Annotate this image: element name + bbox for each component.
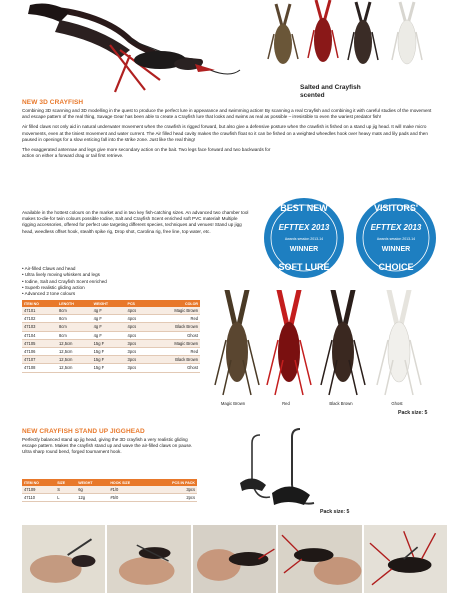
cell: 3pcs [126,347,149,355]
rigging-step-photo [364,525,447,593]
cell: 6g [76,486,108,494]
caption-black-brown: Black Brown [329,401,353,406]
feature-item: • Superb realistic gliding action [22,285,182,291]
cell: 47108 [22,364,57,372]
badge-right-winner: WINNER [381,246,411,253]
table-header-row [22,300,200,307]
crayfish-black-brown-photo [321,290,365,395]
cell: 4pcs [126,307,149,315]
table-row [22,356,200,364]
colour-variant-photos [205,290,435,400]
cell: 47110 [22,494,55,502]
award-badge-visitors-choice [354,196,438,280]
hero-crayfish-red [308,0,338,62]
col-length: LENGTH [57,300,92,307]
crayfish-ghost-photo [377,290,421,395]
cell: 12,5cm [57,347,92,355]
jighead-small [240,435,270,497]
cell: 12g [76,494,108,502]
cell: 47106 [22,347,57,355]
cell: 47101 [22,307,57,315]
badge-left-sub: Awards session 2013-14 [284,237,324,241]
cell: L [55,494,76,502]
col-weight: WEIGHT [76,479,108,486]
caption-ghost: Ghost [391,401,403,406]
rigging-step-photo [278,525,361,593]
table-row [22,323,200,331]
crayfish-section-title: NEW 3D CRAYFISH [22,99,84,106]
cell: Black Brown [149,323,200,331]
table-row [22,486,197,494]
table-header-row [22,479,197,486]
crayfish-paragraph-2: Air filled claws not only aid in natural underwater movement when the crawfish is rigged forward, but also give a defensive posture when the crawfish is fished on a stand up jig head. It will make micro movements, even at the tiniest movement and water current. The Air filled head cavity makes the crawfish float so it can be fished on a weighted wheedles hook over heavy mats and lily pads and then paused in openings for a slow enticing fall into the strike zone. Just like the real thing! [22,124,428,142]
jighead-description: Perfectly balanced stand up jig head, giving the 3D crayfish a very realistic gliding escape pattern. Makes the crayfish stand up and wave the air-filled claws on pause. Ultra sharp round bend, forged tournament hook. [22,437,193,455]
cell: 3pcs [126,339,149,347]
badge-left-winner: WINNER [289,246,319,253]
crayfish-availability-text [22,210,250,239]
rigging-step-photo [107,525,190,593]
col-item-no: ITEM NO [22,300,57,307]
jighead-hook-photos [200,425,335,515]
cell: Ghost [149,364,200,372]
table-row [22,494,197,502]
table-row [22,347,200,355]
table-row [22,307,200,315]
cell: 8cm [57,331,92,339]
cell: 47105 [22,339,57,347]
caption-magic-brown: Magic Brown [220,401,246,406]
cell: 12,5cm [57,339,92,347]
cell: 15g F [92,339,126,347]
feature-item: • Air-filled Claws and head [22,266,182,272]
caption-red: Red [282,401,290,406]
crayfish-pack-size: Pack size: 5 [398,410,428,416]
cell: 3pcs [150,486,197,494]
feature-item: • Ultra lively moving whiskers and legs [22,272,182,278]
hero-crayfish-magic-brown [268,4,298,64]
hero-crayfish-black-brown [348,2,378,64]
cell: 4g F [92,307,126,315]
feature-item: • Advanced 2 tone colours [22,291,182,297]
crayfish-magic-brown-photo [215,290,259,395]
rigging-step-photo [22,525,105,593]
table-row [22,331,200,339]
col-pcs: PCS [126,300,149,307]
crayfish-paragraph-4: Available in the hottest colours on the market and in two key fish-catching sizes. An advanced two chamber tool makes to-die-for twin colours possible Iodine, Salt and Crayfish Scent enriched soft PVC material! Multiple rigging accessories, offered for perfect use targeting different species, techniques and venues! Stand up jigg head, weedless offset hook, stealth spike rig, Drop shot, Carolina rig, free line, top water, etc. [22,210,249,234]
cell: 47103 [22,323,57,331]
cell: 3pcs [126,356,149,364]
cell: #1/0 [108,486,150,494]
cell: Magic Brown [149,307,200,315]
salted-scented-label: Salted and Crayfish scented [300,84,361,99]
cell: Red [149,315,200,323]
col-item-no: ITEM NO [22,479,55,486]
hero-crayfish-black-red [28,4,240,92]
cell: 8cm [57,315,92,323]
table-row [22,315,200,323]
cell: 15g F [92,356,126,364]
jighead-spec-table [22,479,197,502]
hero-lure-photos [0,0,449,98]
badge-right-sub: Awards session 2013-14 [376,237,416,241]
rigging-steps-photo-strip [22,525,447,593]
cell: 3pcs [126,364,149,372]
cell: 4pcs [126,315,149,323]
badge-left-bottom: SOFT LURE [278,262,330,272]
badge-left-event: EFTTEX 2013 [278,223,330,232]
cell: #5/0 [108,494,150,502]
cell: 2pcs [150,494,197,502]
col-weight: WEIGHT [92,300,126,307]
cell: 47102 [22,315,57,323]
cell: 8cm [57,323,92,331]
cell: Black Brown [149,356,200,364]
jighead-large [272,429,314,505]
crayfish-red-photo [267,290,311,395]
award-badge-best-new-soft-lure [262,196,346,280]
col-hook-size: HOOK SIZE [108,479,150,486]
badge-left-top: BEST NEW [280,203,328,213]
cell: 15g F [92,364,126,372]
col-size: SIZE [55,479,76,486]
cell: 4pcs [126,323,149,331]
crayfish-intro-text [22,108,434,163]
rigging-step-photo [193,525,276,593]
cell: 47109 [22,486,55,494]
crayfish-spec-table [22,300,200,373]
col-pcs-in-pack: PCS IN PACK [150,479,197,486]
badge-right-top: VISITORS' [374,203,418,213]
cell: 15g F [92,347,126,355]
cell: 47104 [22,331,57,339]
cell: 4g F [92,323,126,331]
crayfish-paragraph-1: Combining 3D scanning and 3D modelling in the quest to produce the perfect lure in appearance and swimming action! By scanning a real Crayfish and combining it with careful studies of the movement and escape pattern of the real thing, Savage Gear has been able to create a Crayfish lure that looks and swims as real as possible – irresistible to even the wariest predator fish! [22,108,432,120]
cell: Red [149,347,200,355]
cell: S [55,486,76,494]
cell: 12,5cm [57,364,92,372]
cell: 47107 [22,356,57,364]
badge-right-bottom: CHOICE [378,262,414,272]
table-row [22,339,200,347]
badge-right-event: EFTTEX 2013 [370,223,422,232]
col-color: COLOR [149,300,200,307]
feature-item: • Iodine, Salt and Crayfish Scent enriched [22,279,182,285]
jighead-pack-size: Pack size: 5 [320,509,350,515]
cell: 4pcs [126,331,149,339]
jighead-section-title: NEW CRAYFISH STAND UP JIGGHEAD [22,428,145,435]
cell: 4g F [92,315,126,323]
cell: Ghost [149,331,200,339]
crayfish-paragraph-3: The exaggerated antennae and legs give more secondary action on the bait. Two legs face forward and two backwards for action on either a forward drag or tail first retrieve. [22,147,271,159]
crayfish-feature-list [22,266,182,297]
table-row [22,364,200,372]
cell: Magic Brown [149,339,200,347]
cell: 12,5cm [57,356,92,364]
hero-crayfish-ghost [392,2,422,64]
cell: 8cm [57,307,92,315]
cell: 4g F [92,331,126,339]
